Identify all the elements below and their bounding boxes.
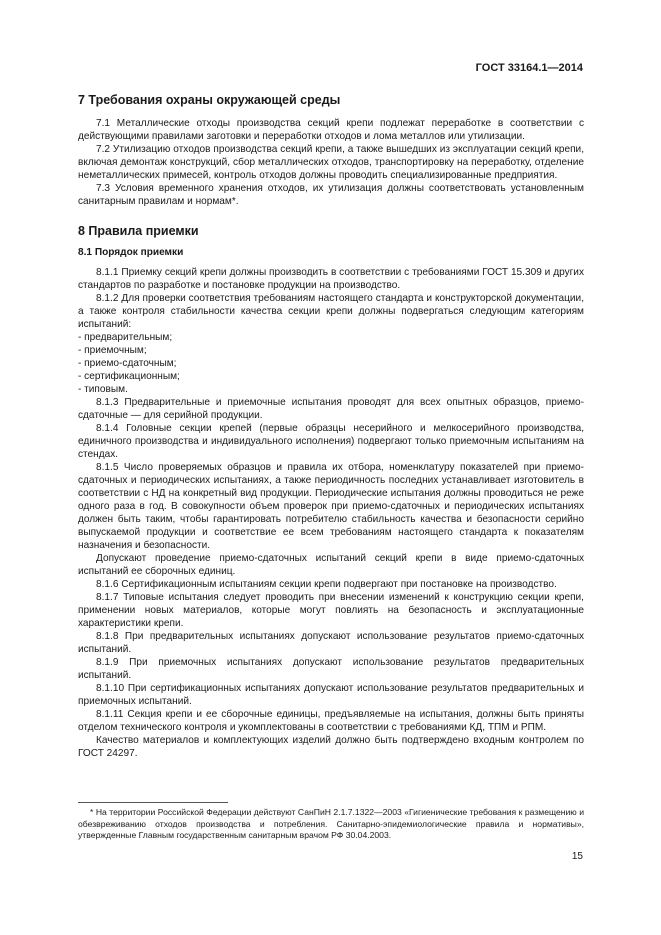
list-item: - сертификационным; — [78, 371, 180, 382]
paragraph-8-1-11: 8.1.11 Секция крепи и ее сборочные единицы, предъявляемые на испытания, должны быть приняты отделом технического контроля и укомплектованы в соответствии с требованиями КД, ТПМ и РПМ. — [78, 709, 584, 733]
paragraph-8-1-5-note: Допускают проведение приемо-сдаточных испытаний секций крепи в виде приемо-сдаточных испытаний ее сборочных единиц. — [78, 553, 584, 577]
paragraph-8-1-7: 8.1.7 Типовые испытания следует проводить при внесении изменений к конструкцию секции крепи, применении новых материалов, которые могут повлиять на безопасность и эксплуатационные характеристики крепи. — [78, 592, 584, 629]
document-code-header: ГОСТ 33164.1—2014 — [475, 62, 583, 74]
page-number: 15 — [571, 851, 583, 862]
list-item: - приемочным; — [78, 345, 147, 356]
list-item: - приемо-сдаточным; — [78, 358, 177, 369]
paragraph-8-1-1: 8.1.1 Приемку секций крепи должны производить в соответствии с требованиями ГОСТ 15.309 и других стандартов по разработке и постановке продукции на производство. — [78, 267, 584, 291]
paragraph-8-1-10: 8.1.10 При сертификационных испытаниях допускают использование результатов предварительных и приемочных испытаний. — [78, 683, 584, 707]
section-7-heading: 7 Требования охраны окружающей среды — [78, 93, 341, 107]
paragraph-7-3: 7.3 Условия временного хранения отходов, их утилизация должны соответствовать установленным санитарным правилам и нормам*. — [78, 183, 584, 207]
paragraph-8-1-3: 8.1.3 Предварительные и приемочные испытания проводят для всех опытных образцов, приемо-сдаточные — для серийной продукции. — [78, 397, 584, 421]
paragraph-8-1-4: 8.1.4 Головные секции крепей (первые образцы несерийного и мелкосерийного производства, единичного производства и индивидуального исполнения) подвергают только приемочным испытаниям на стендах. — [78, 423, 584, 460]
list-item: - типовым. — [78, 384, 128, 395]
paragraph-8-1-2: 8.1.2 Для проверки соответствия требованиям настоящего стандарта и конструкторской документации, а также контроля стабильности качества секции крепи должны подвергаться следующим категориям испытаний: — [78, 293, 584, 330]
paragraph-7-2: 7.2 Утилизацию отходов производства секций крепи, а также вышедших из эксплуатации секций крепи, включая демонтаж конструкций, сбор металлических отходов, транспортировку на переработку, отделение неметаллических примесей, контроль отходов должны проводить специализированные предприятия. — [78, 144, 584, 181]
paragraph-8-1-6: 8.1.6 Сертификационным испытаниям секции крепи подвергают при постановке на производство. — [96, 579, 557, 590]
list-item: - предварительным; — [78, 332, 173, 343]
footnote: * На территории Российской Федерации действуют СанПиН 2.1.7.1322—2003 «Гигиенические требования к размещению и обезвреживанию отходов производства и потребления. Санитарно-эпидемиологические правила и нормативы», утвержденные Главным государственным санитарным врачом РФ 30.04.2003. — [78, 807, 584, 840]
page-content — [78, 92, 584, 760]
section-8-heading: 8 Правила приемки — [78, 224, 199, 238]
paragraph-8-1-8: 8.1.8 При предварительных испытаниях допускают использование результатов приемо-сдаточных испытаний. — [78, 631, 584, 655]
paragraph-8-1-9: 8.1.9 При приемочных испытаниях допускают использование результатов предварительных испытаний. — [78, 657, 584, 681]
footnote-divider — [78, 802, 228, 803]
subsection-8-1-heading: 8.1 Порядок приемки — [78, 247, 184, 258]
paragraph-7-1: 7.1 Металлические отходы производства секций крепи подлежат переработке в соответствии с действующими правилами заготовки и переработки отходов и лома металлов или утилизации. — [78, 118, 584, 142]
paragraph-8-1-11-quality: Качество материалов и комплектующих изделий должно быть подтверждено входным контролем по ГОСТ 24297. — [78, 735, 584, 759]
paragraph-8-1-5: 8.1.5 Число проверяемых образцов и правила их отбора, номенклатуру показателей при приемо-сдаточных и периодических испытаниях, а также периодичность последних устанавливает изготовитель в соответствии с НД на конкретный вид продукции. Периодические испытания должны проводиться не реже одного раза в год. В совокупности объем проверок при приемо-сдаточных и периодических испытаниях должен быть таким, чтобы гарантировать потребителю стабильность качества и безопасности серийно выпускаемой продукции и соответствие ее всем требованиям настоящего стандарта к показателям назначения и безопасности. — [78, 462, 584, 551]
